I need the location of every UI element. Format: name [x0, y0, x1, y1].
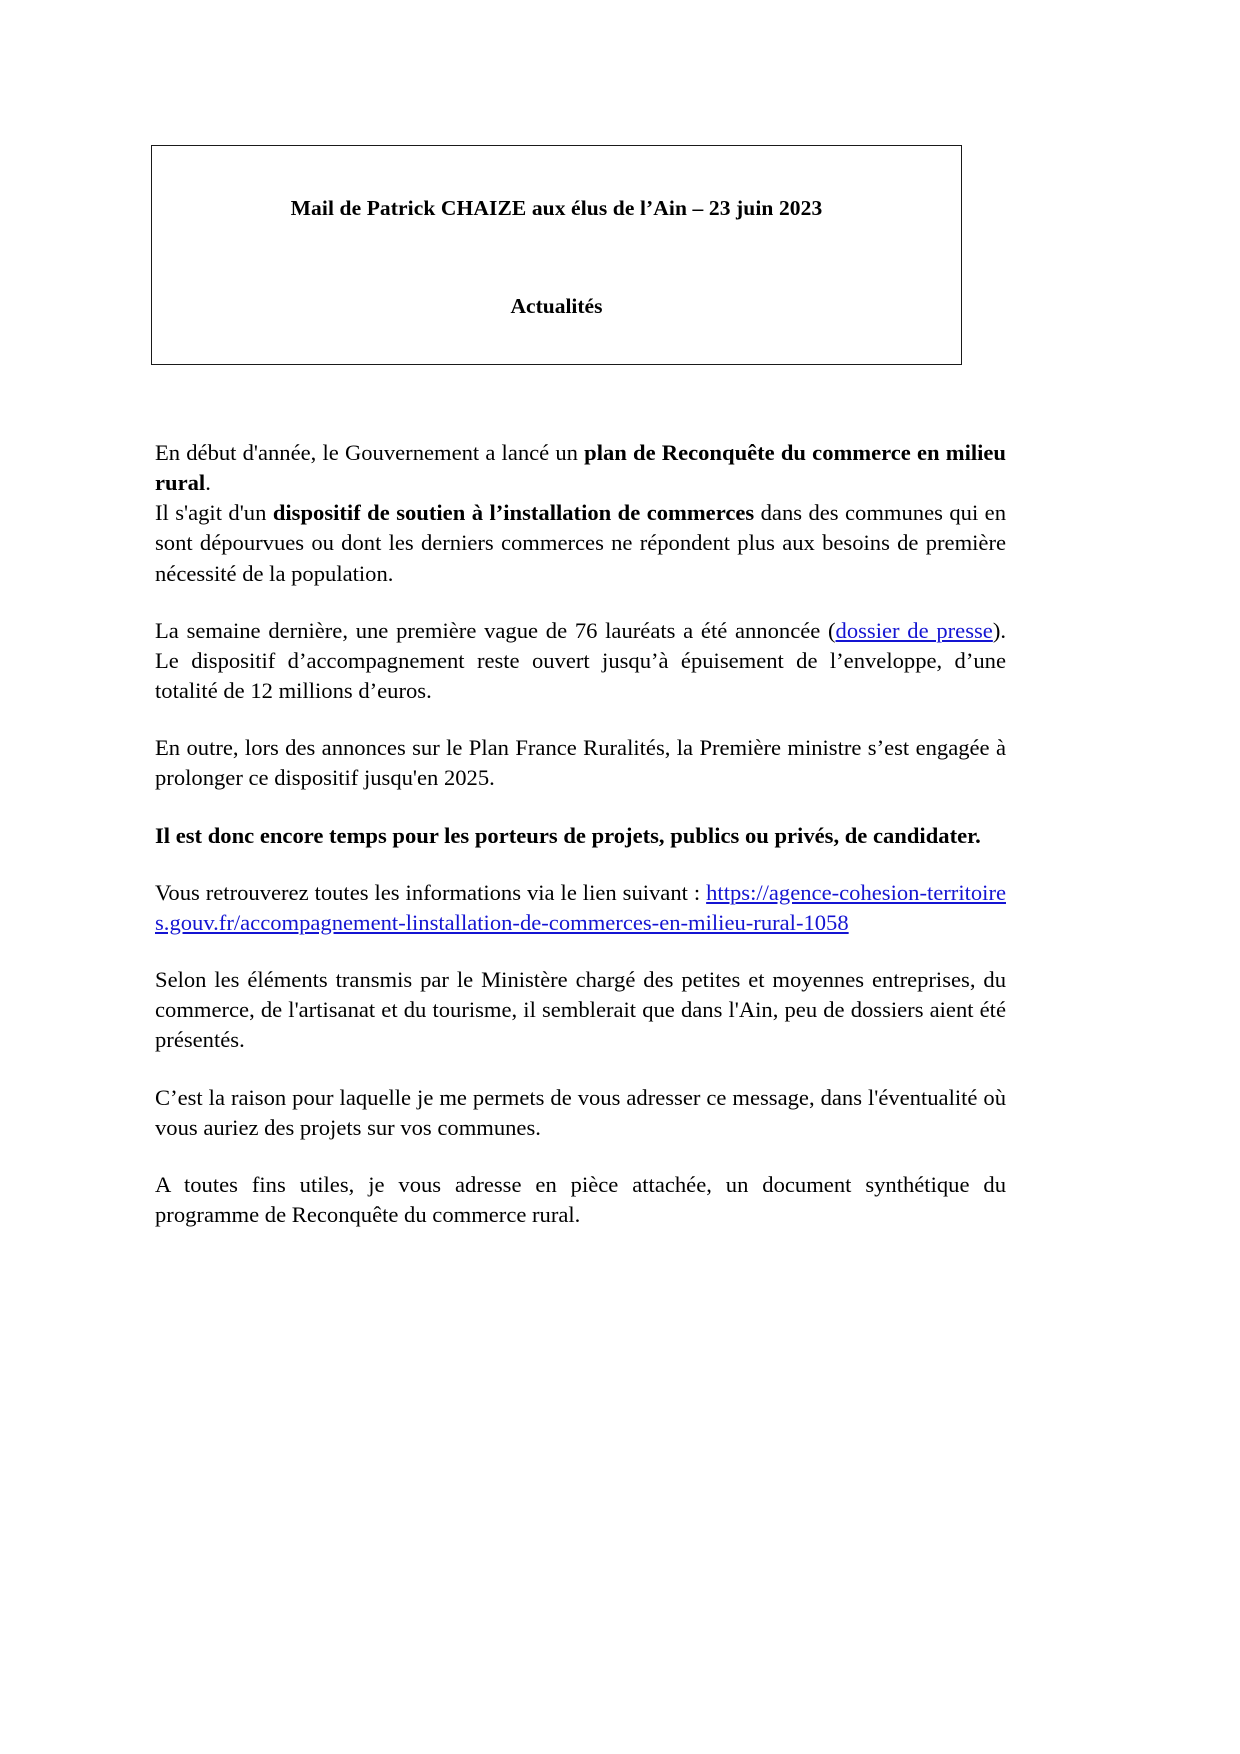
paragraph-2-text-tail: dans des communes qui en sont dépourvues ou dont les derniers commerces ne répondent plus aux besoins de première nécessité de la population.	[155, 500, 1007, 586]
page-title: Mail de Patrick CHAIZE aux élus de l’Ain – 23 juin 2023	[290, 196, 823, 220]
paragraph-3	[155, 616, 1006, 706]
paragraph-6-text-lead: Vous retrouverez toutes les informations via le lien suivant :	[155, 879, 707, 905]
paragraph-5-bold-statement	[155, 821, 1006, 851]
paragraph-1-text-tail: .	[205, 470, 211, 496]
paragraph-spacer	[155, 851, 1006, 878]
paragraph-5-emphasis: Il est donc encore temps pour les porteurs de projets, publics ou privés, de candidater.	[155, 822, 981, 848]
paragraph-4: En outre, lors des annonces sur le Plan France Ruralités, la Première ministre s’est engagée à prolonger ce dispositif jusqu'en 2025.	[155, 735, 1006, 791]
agence-cohesion-territoires-link[interactable]: https://agence-cohesion-territoires.gouv.fr/accompagnement-linstallation-de-commerces-en-milieu-rural-1058	[155, 879, 1006, 935]
paragraph-2-text-lead: Il s'agit d'un	[155, 500, 273, 526]
paragraph-8: C’est la raison pour laquelle je me permets de vous adresser ce message, dans l'éventualité où vous auriez des projets sur vos communes.	[155, 1084, 1006, 1140]
header-title-box	[151, 145, 962, 365]
paragraph-3-text-tail: ). Le dispositif d’accompagnement reste ouvert jusqu’à épuisement de l’enveloppe, d’une totalité de 12 millions d’euros.	[155, 617, 1007, 704]
paragraph-1-text-lead: En début d'année, le Gouvernement a lancé un	[155, 440, 585, 465]
dossier-de-presse-link[interactable]: dossier de presse	[835, 617, 993, 643]
paragraph-spacer	[155, 1143, 1006, 1170]
paragraph-9: A toutes fins utiles, je vous adresse en pièce attachée, un document synthétique du programme de Reconquête du commerce rural.	[155, 1171, 1006, 1227]
document-body	[155, 438, 1006, 1230]
paragraph-1-emphasis: plan de Reconquête du commerce en milieu rural	[155, 440, 1006, 496]
paragraph-spacer	[155, 1056, 1006, 1083]
page-subtitle: Actualités	[510, 294, 603, 318]
paragraph-2-emphasis: dispositif de soutien à l’installation de commerces	[272, 500, 755, 526]
paragraph-7: Selon les éléments transmis par le Ministère chargé des petites et moyennes entreprises, du commerce, de l'artisanat et du tourisme, il semblerait que dans l'Ain, peu de dossiers aient été présentés.	[155, 967, 1006, 1053]
paragraph-3-text-lead: La semaine dernière, une première vague de 76 lauréats a été annoncée (	[155, 617, 836, 643]
paragraph-spacer	[155, 794, 1006, 821]
paragraph-6	[155, 878, 1006, 938]
paragraph-2	[155, 498, 1006, 588]
paragraph-spacer	[155, 589, 1006, 616]
paragraph-1	[155, 438, 1006, 498]
paragraph-spacer	[155, 706, 1006, 733]
paragraph-spacer	[155, 938, 1006, 965]
